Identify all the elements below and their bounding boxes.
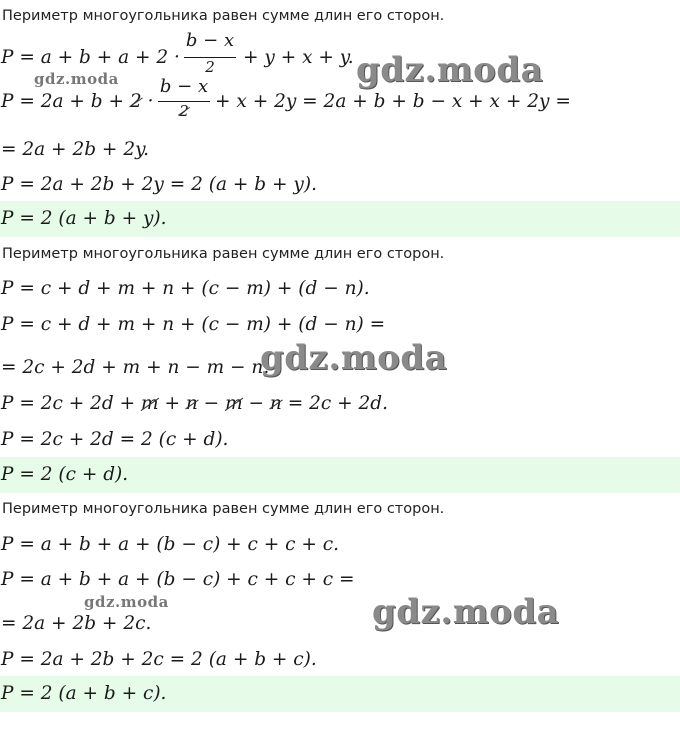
block3-line2: P = a + b + a + (b − c) + c + c + c = (1, 569, 355, 590)
block2-line1: P = c + d + m + n + (c − m) + (d − n). (1, 278, 370, 299)
block1-line2-left: P = 2a + b + (1, 91, 124, 112)
block1-line1-num: b − x (185, 30, 235, 51)
block2-line4-minus1: − (203, 393, 220, 414)
block2-line4-m1-cancelled: m (141, 393, 159, 414)
block2-answer: P = 2 (c + d). (1, 464, 129, 485)
block2-line4-end: = 2c + 2d. (287, 393, 388, 414)
block2-line4-minus2: − (248, 393, 265, 414)
block1-line2 (1, 91, 153, 112)
block3-intro: Периметр многоугольника равен сумме длин его сторон. (2, 501, 445, 517)
block2-line4 (1, 393, 388, 414)
block2-line2: P = c + d + m + n + (c − m) + (d − n) = (1, 314, 386, 335)
block2-line4-m2-cancelled: m (225, 393, 243, 414)
watermark-logo-1: gdz.moda (356, 50, 544, 90)
block3-answer: P = 2 (a + b + c). (1, 683, 167, 704)
block1-line1-den: 2 (205, 58, 215, 76)
block2-line4-plus: + (164, 393, 180, 414)
block2-intro: Периметр многоугольника равен сумме длин его сторон. (2, 246, 445, 262)
watermark-logo-small-1: gdz.moda (34, 70, 119, 88)
block1-line2-dot: · (147, 91, 154, 112)
block1-line2-right: + x + 2y = 2a + b + b − x + x + 2y = (215, 91, 571, 112)
block2-line3: = 2c + 2d + m + n − m − n. (1, 357, 270, 378)
block1-intro: Периметр многоугольника равен сумме длин его сторон. (2, 8, 445, 24)
watermark-logo-small-2: gdz.moda (84, 593, 169, 611)
block1-line2-two-cancelled: 2 (129, 91, 142, 112)
block2-line4-start: P = 2c + 2d + (1, 393, 136, 414)
block1-answer: P = 2 (a + b + y). (1, 208, 167, 229)
block3-line4: P = 2a + 2b + 2c = 2 (a + b + c). (1, 649, 317, 670)
block2-line4-n1-cancelled: n (185, 393, 198, 414)
block3-line1: P = a + b + a + (b − c) + c + c + c. (1, 534, 340, 555)
block1-line2-num: b − x (159, 76, 209, 97)
block2-line4-n2-cancelled: n (269, 393, 282, 414)
watermark-logo-3: gdz.moda (372, 592, 560, 632)
block1-line1-right: + y + x + y. (243, 47, 354, 68)
block1-line2-den-cancelled: 2 (179, 102, 189, 120)
block1-line4: P = 2a + 2b + 2y = 2 (a + b + y). (1, 174, 317, 195)
block2-line5: P = 2c + 2d = 2 (c + d). (1, 429, 229, 450)
block1-line1 (1, 47, 180, 68)
block3-line3: = 2a + 2b + 2c. (1, 613, 152, 634)
block1-line3: = 2a + 2b + 2y. (1, 139, 149, 160)
block1-line1-left: P = a + b + a + 2 · (1, 47, 180, 68)
block1-line2-den (158, 102, 210, 120)
watermark-logo-2: gdz.moda (260, 338, 448, 378)
